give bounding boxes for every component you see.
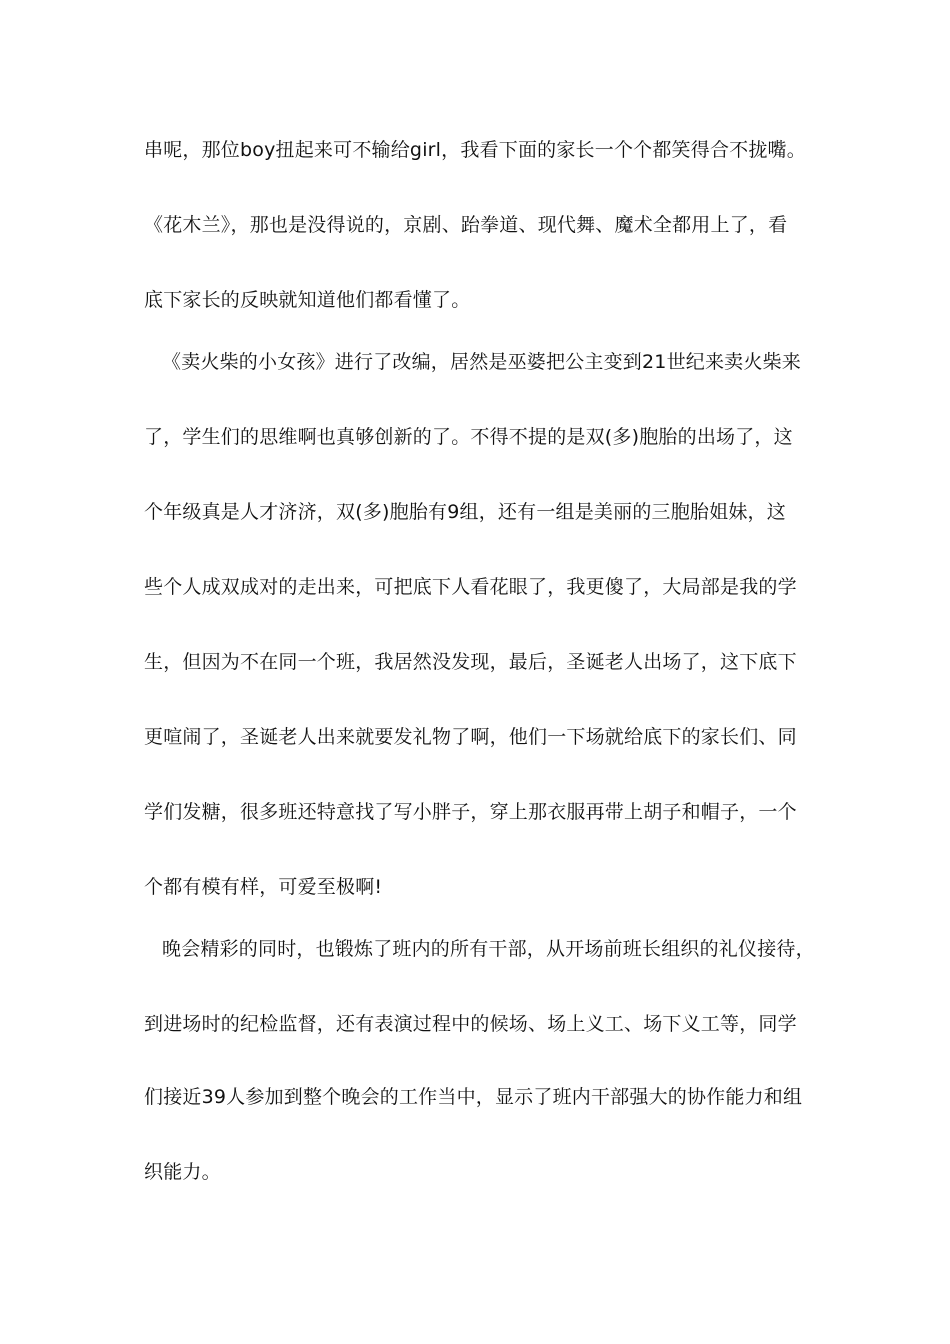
- text-line: 个都有模有样，可爱至极啊!: [144, 876, 383, 898]
- text-line: 们接近39人参加到整个晚会的工作当中，显示了班内干部强大的协作能力和组: [144, 1086, 803, 1108]
- text-line: 些个人成双成对的走出来，可把底下人看花眼了，我更傻了，大局部是我的学: [144, 576, 797, 598]
- text-line: 生，但因为不在同一个班，我居然没发现，最后，圣诞老人出场了，这下底下: [144, 651, 797, 673]
- text-line: 了，学生们的思维啊也真够创新的了。不得不提的是双(多)胞胎的出场了，这: [144, 426, 793, 448]
- text-line: 织能力。: [144, 1161, 221, 1183]
- text-line: 《花木兰》，那也是没得说的，京剧、跆拳道、现代舞、魔术全都用上了，看: [144, 214, 788, 236]
- text-line: 《卖火柴的小女孩》进行了改编，居然是巫婆把公主变到21世纪来卖火柴来: [162, 351, 801, 373]
- text-line: 个年级真是人才济济，双(多)胞胎有9组，还有一组是美丽的三胞胎姐妹，这: [144, 501, 786, 523]
- text-line: 底下家长的反映就知道他们都看懂了。: [144, 289, 471, 311]
- text-line: 晚会精彩的同时，也锻炼了班内的所有干部，从开场前班长组织的礼仪接待，: [162, 938, 815, 960]
- text-line: 串呢，那位boy扭起来可不输给girl，我看下面的家长一个个都笑得合不拢嘴。: [144, 139, 806, 161]
- text-line: 学们发糖，很多班还特意找了写小胖子，穿上那衣服再带上胡子和帽子，一个: [144, 801, 797, 823]
- text-line: 到进场时的纪检监督，还有表演过程中的候场、场上义工、场下义工等，同学: [144, 1013, 797, 1035]
- text-line: 更喧闹了，圣诞老人出来就要发礼物了啊，他们一下场就给底下的家长们、同: [144, 726, 797, 748]
